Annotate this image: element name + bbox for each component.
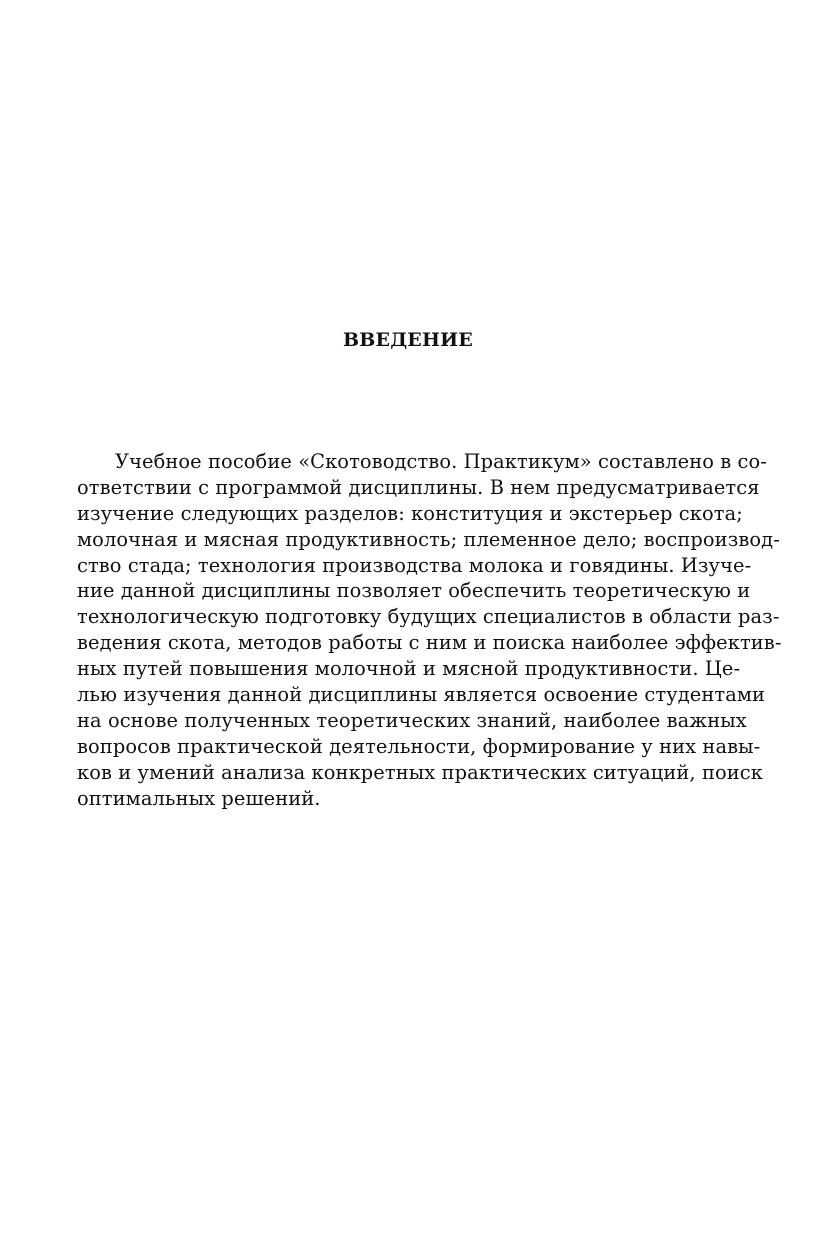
paragraph-line: изучение следующих разделов: конституция и экстерьер скота; [77,501,743,525]
paragraph-line: ведения скота, методов работы с ним и поиска наиболее эффектив- [77,631,782,655]
paragraph-line: ков и умений анализа конкретных практических ситуаций, поиск [77,760,763,784]
paragraph-line: на основе полученных теоретических знаний, наиболее важных [77,708,747,732]
intro-paragraph [77,449,782,811]
paragraph-line: ние данной дисциплины позволяет обеспечить теоретическую и [77,579,751,603]
paragraph-line: Учебное пособие «Скотоводство. Практикум» составлено в со- [115,450,767,473]
paragraph-line: молочная и мясная продуктивность; племенное дело; воспроизвод- [77,527,780,551]
paragraph-line: ответствии с программой дисциплины. В нем предусматривается [77,475,760,499]
paragraph-line: оптимальных решений. [77,786,321,810]
paragraph-line: ство стада; технология производства молока и говядины. Изуче- [77,553,752,577]
paragraph-line: лью изучения данной дисциплины является освоение студентами [77,683,766,707]
paragraph-line: вопросов практической деятельности, формирование у них навы- [77,734,761,758]
paragraph-line: ных путей повышения молочной и мясной продуктивности. Це- [77,657,741,681]
paragraph-line: технологическую подготовку будущих специалистов в области раз- [77,605,780,629]
section-heading: ВВЕДЕНИЕ [343,329,473,351]
